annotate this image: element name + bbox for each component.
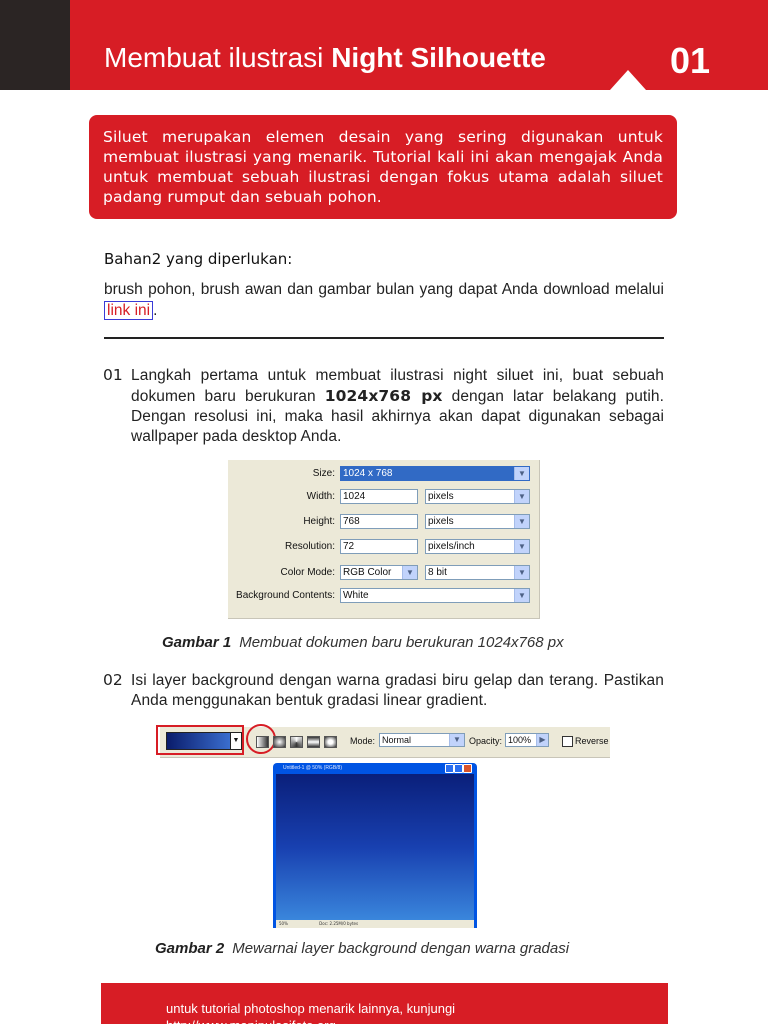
- color-depth-select[interactable]: [425, 565, 530, 580]
- step-1-text-a: Langkah pertama untuk membuat ilustrasi night siluet ini, buat sebuah dokumen baru berukuran: [131, 367, 664, 405]
- figure-2-caption-label: Gambar 2: [155, 940, 225, 957]
- reverse-label: Reverse: [575, 736, 609, 746]
- status-doc: Doc: 2.25M/0 bytes: [319, 921, 359, 926]
- chevron-down-icon[interactable]: ▼: [514, 490, 529, 503]
- color-mode-value: RGB Color: [343, 567, 392, 578]
- resolution-unit-value: pixels/inch: [428, 541, 475, 552]
- chevron-down-icon[interactable]: ▼: [514, 566, 529, 579]
- figure-2-caption: [155, 940, 569, 957]
- step-1-number: 01: [103, 366, 123, 384]
- page-number: 01: [670, 40, 711, 81]
- materials-text: [104, 279, 664, 321]
- download-link[interactable]: link ini: [104, 301, 153, 320]
- color-mode-label: Color Mode:: [280, 567, 335, 578]
- footer-link[interactable]: http://www.manipulasifoto.org: [166, 1018, 336, 1033]
- chevron-down-icon[interactable]: ▼: [514, 515, 529, 528]
- size-select[interactable]: [340, 466, 530, 481]
- height-unit-select[interactable]: [425, 514, 530, 529]
- chevron-down-icon[interactable]: ▼: [514, 589, 529, 602]
- width-unit-value: pixels: [428, 491, 454, 502]
- size-label: Size:: [312, 468, 335, 479]
- reflected-gradient-icon[interactable]: [307, 736, 320, 748]
- resolution-unit-select[interactable]: [425, 539, 530, 554]
- figure-1-caption-text: Membuat dokumen baru berukuran 1024x768 px: [239, 634, 564, 651]
- chevron-down-icon[interactable]: ▼: [514, 467, 529, 480]
- diamond-gradient-icon[interactable]: [324, 736, 337, 748]
- figure-1-caption-label: Gambar 1: [162, 634, 232, 651]
- linear-gradient-icon[interactable]: [256, 736, 269, 748]
- size-value: 1024 x 768: [343, 468, 393, 479]
- width-unit-select[interactable]: [425, 489, 530, 504]
- background-contents-label: Background Contents:: [236, 590, 335, 601]
- intro-text: Siluet merupakan elemen desain yang sering digunakan untuk membuat ilustrasi yang menarik. Tutorial kali ini akan mengajak Anda untuk membuat sebuah ilustrasi dengan fokus utama adalah siluet padang rumput dan sebuah pohon.: [103, 128, 663, 206]
- chevron-right-icon[interactable]: ▶: [536, 734, 548, 746]
- intro-box: [89, 115, 677, 219]
- gradient-options-bar: [160, 727, 610, 758]
- height-unit-value: pixels: [428, 516, 454, 527]
- document-status-bar: [276, 920, 474, 928]
- step-2-text: Isi layer background dengan warna gradasi biru gelap dan terang. Pastikan Anda menggunakan bentuk gradasi linear gradient.: [131, 672, 664, 709]
- maximize-icon[interactable]: [454, 764, 463, 773]
- background-contents-select[interactable]: [340, 588, 530, 603]
- footer-line-1: untuk tutorial photoshop menarik lainnya, kunjungi: [166, 1001, 456, 1016]
- opacity-value: 100%: [508, 735, 532, 745]
- document-title: Untitled-1 @ 50% (RGB/8): [283, 765, 342, 771]
- figure-1-caption: [162, 634, 564, 651]
- height-label: Height:: [303, 516, 335, 527]
- chevron-down-icon[interactable]: ▼: [230, 732, 242, 750]
- footer-text: [166, 1000, 455, 1034]
- chevron-down-icon[interactable]: ▼: [514, 540, 529, 553]
- opacity-label: Opacity:: [469, 736, 503, 746]
- document-window: [273, 763, 477, 928]
- step-2-number: 02: [103, 671, 123, 689]
- mode-value: Normal: [382, 735, 412, 745]
- close-icon[interactable]: [463, 764, 472, 773]
- section-divider: [104, 337, 664, 339]
- title-light: Membuat ilustrasi: [104, 42, 332, 73]
- color-depth-value: 8 bit: [428, 567, 447, 578]
- mode-label: Mode:: [350, 736, 376, 746]
- header-dark-block: [0, 0, 70, 90]
- title-bold: Night Silhouette: [331, 42, 546, 73]
- header-notch: [610, 70, 646, 90]
- width-label: Width:: [306, 491, 335, 502]
- materials-body: brush pohon, brush awan dan gambar bulan yang dapat Anda download melalui: [104, 281, 664, 298]
- page-footer: [101, 983, 668, 1033]
- resolution-label: Resolution:: [284, 541, 335, 552]
- page-title: [104, 42, 546, 74]
- angle-gradient-icon[interactable]: [290, 736, 303, 748]
- gradient-swatch[interactable]: [166, 732, 232, 750]
- page-header: [0, 0, 768, 90]
- materials-heading: Bahan2 yang diperlukan:: [104, 250, 293, 268]
- background-contents-value: White: [343, 590, 369, 601]
- step-1-text-b: dengan latar belakang putih. Dengan resolusi ini, maka hasil akhirnya akan dapat digunakan sebagai wallpaper pada desktop Anda.: [131, 388, 664, 445]
- opacity-field[interactable]: [505, 733, 549, 747]
- step-1-bold: 1024x768 px: [324, 387, 443, 405]
- figure-2-caption-text: Mewarnai layer background dengan warna gradasi: [232, 940, 570, 957]
- reverse-checkbox[interactable]: [562, 736, 573, 747]
- chevron-down-icon[interactable]: ▼: [449, 734, 464, 746]
- gradient-canvas[interactable]: [276, 774, 474, 920]
- color-mode-select[interactable]: [340, 565, 418, 580]
- radial-gradient-icon[interactable]: [273, 736, 286, 748]
- resolution-field[interactable]: 72: [340, 539, 418, 554]
- new-document-dialog: [228, 460, 540, 619]
- chevron-down-icon[interactable]: ▼: [402, 566, 417, 579]
- minimize-icon[interactable]: [445, 764, 454, 773]
- status-zoom: 50%: [279, 921, 288, 926]
- materials-end: .: [153, 302, 158, 319]
- mode-select[interactable]: [379, 733, 465, 747]
- width-field[interactable]: 1024: [340, 489, 418, 504]
- height-field[interactable]: 768: [340, 514, 418, 529]
- step-1-text: [131, 366, 664, 447]
